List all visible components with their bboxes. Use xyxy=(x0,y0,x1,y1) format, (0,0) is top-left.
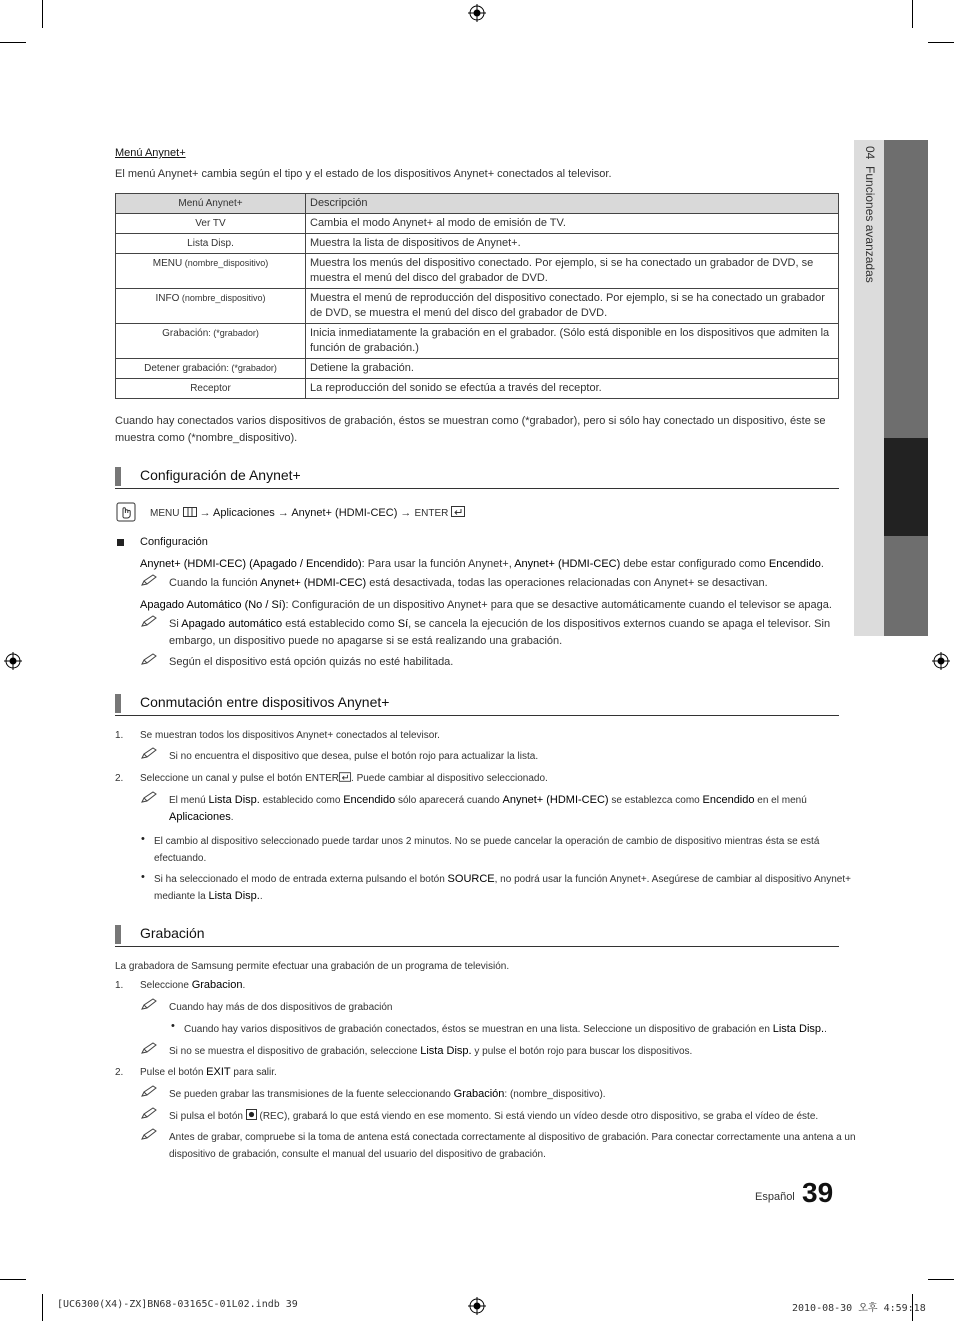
recording-note: Cuando hay más de dos dispositivos de grabación xyxy=(169,1002,393,1013)
registration-mark-icon xyxy=(932,652,950,670)
crop-mark xyxy=(42,0,43,28)
anynet-menu-table xyxy=(115,193,839,399)
menu-item: Grabación xyxy=(162,328,209,339)
menu-anynet-intro: El menú Anynet+ cambia según el tipo y el estado de los dispositivos Anynet+ conectados al televisor. xyxy=(115,168,612,180)
switching-bullet1: El cambio al dispositivo seleccionado puede tardar unos 2 minutos. No se puede cancelar la operación de cambio de dispositivo mientras ésta se está xyxy=(154,836,820,847)
step-number: 2. xyxy=(115,773,124,784)
table-header-description: Descripción xyxy=(306,194,839,214)
switching-step2-note-line2: Aplicaciones. xyxy=(169,811,234,823)
note-pencil-icon xyxy=(141,615,157,627)
config-bullet-title: Configuración xyxy=(140,536,208,548)
page-language: Español xyxy=(755,1191,795,1203)
table-header-row xyxy=(116,194,839,214)
menu-path-anynet: Anynet+ (HDMI-CEC) xyxy=(291,507,398,519)
recording-note-line2: dispositivo de grabación, consulte el manual del usuario del dispositivo de grabación. xyxy=(169,1149,546,1160)
crop-mark xyxy=(42,1294,43,1321)
menu-description: Cambia el modo Anynet+ al modo de emisión de TV. xyxy=(306,214,839,234)
step-number: 1. xyxy=(115,730,124,741)
menu-item: MENU xyxy=(152,258,183,269)
config-note: Cuando la función Anynet+ (HDMI-CEC) está desactivada, todas las operaciones relacionadas con Anynet+ se desactivan. xyxy=(169,577,768,589)
recording-intro: La grabadora de Samsung permite efectuar una grabación de un programa de televisión. xyxy=(115,961,510,972)
step-number: 2. xyxy=(115,1067,124,1078)
menu-item-extra: (nombre_dispositivo) xyxy=(182,258,269,268)
menu-description: Muestra la lista de dispositivos de Anynet+. xyxy=(306,234,839,254)
enter-icon xyxy=(339,772,351,782)
menu-description: La reproducción del sonido se efectúa a través del receptor. xyxy=(306,379,839,399)
table-row xyxy=(116,324,839,359)
menu-item-extra: (nombre_dispositivo) xyxy=(179,293,266,303)
menu-path-menu: MENU xyxy=(150,508,180,519)
side-tab-strip xyxy=(884,140,928,636)
switching-bullet2: Si ha seleccionado el modo de entrada externa pulsando el botón SOURCE, no podrá usar la función Anynet+. Asegúrese de cambiar al dispositivo Anynet+ xyxy=(154,873,851,885)
note-pencil-icon xyxy=(141,574,157,586)
switching-step1: Se muestran todos los dispositivos Anynet+ conectados al televisor. xyxy=(140,730,440,741)
table-header-menu: Menú Anynet+ xyxy=(116,194,306,214)
note-pencil-icon xyxy=(141,1128,157,1140)
section-title: Funciones avanzadas xyxy=(863,166,877,283)
table-row xyxy=(116,379,839,399)
note-pencil-icon xyxy=(141,747,157,759)
recording-note: Antes de grabar, compruebe si la toma de antena está conectada correctamente al dispositivo de grabación. Para conectar correctamente una antena a un xyxy=(169,1132,856,1143)
config-note: Según el dispositivo está opción quizás no esté habilitada. xyxy=(169,656,454,668)
rec-button-icon xyxy=(246,1109,257,1120)
menu-item: Detener grabación xyxy=(144,363,227,374)
step-number: 1. xyxy=(115,980,124,991)
crop-mark xyxy=(928,42,954,43)
registration-mark-icon xyxy=(468,4,486,22)
section-number: 04 xyxy=(863,146,877,160)
menu-item: Receptor xyxy=(190,383,231,394)
menu-icon xyxy=(183,507,197,517)
config-note-line2: embargo, un dispositivo puede no apagarse si se está realizando una grabación. xyxy=(169,635,563,647)
switching-bullet1-line2: efectuando. xyxy=(154,853,207,864)
footer-file: [UC6300(X4)-ZX]BN68-03165C-01L02.indb 39 xyxy=(57,1299,298,1310)
menu-description: Detiene la grabación. xyxy=(306,359,839,379)
note-pencil-icon xyxy=(141,791,157,803)
switching-step2-note: El menú Lista Disp. establecido como Encendido sólo aparecerá cuando Anynet+ (HDMI-CEC) se establezca como Encendido en el menú xyxy=(169,794,807,806)
menu-path-apps: Aplicaciones xyxy=(213,507,275,519)
page-number: 39 xyxy=(802,1177,834,1208)
menu-path: MENU → Aplicaciones → Anynet+ (HDMI-CEC) → ENTER xyxy=(150,505,465,522)
crop-mark xyxy=(912,0,913,28)
heading-rule xyxy=(115,946,839,947)
anynet-setting: Anynet+ (HDMI-CEC) (Apagado / Encendido): Para usar la función Anynet+, Anynet+ (HDMI-CEC) debe estar configurado como Encendido. xyxy=(140,558,824,570)
switching-bullet2-line2: mediante la Lista Disp.. xyxy=(154,890,263,902)
registration-mark-icon xyxy=(4,652,22,670)
recording-step1: Seleccione Grabacion. xyxy=(140,979,246,991)
bullet-dot: • xyxy=(141,871,145,883)
menu-item: Ver TV xyxy=(195,218,226,229)
bullet-square xyxy=(117,539,124,546)
crop-mark xyxy=(0,42,26,43)
remote-hand-icon xyxy=(116,502,136,522)
table-row xyxy=(116,234,839,254)
recording-heading: Grabación xyxy=(140,925,205,941)
menu-item: Lista Disp. xyxy=(187,238,234,249)
side-tab-active-marker xyxy=(884,438,928,536)
section-tab-label xyxy=(863,146,877,283)
table-row xyxy=(116,289,839,324)
menu-anynet-after: Cuando hay conectados varios dispositivos de grabación, éstos se muestran como (*grabador), pero si sólo hay conectado un dispositivo, éste se muestra como (*nombre_dispositivo). xyxy=(115,415,826,444)
menu-item: INFO xyxy=(155,293,180,304)
recording-note: Si no se muestra el dispositivo de grabación, seleccione Lista Disp. y pulse el botón rojo para buscar los dispositivos. xyxy=(169,1045,693,1057)
note-pencil-icon xyxy=(141,1042,157,1054)
menu-item-extra: : (*grabador) xyxy=(226,363,277,373)
enter-icon xyxy=(451,506,465,517)
registration-mark-icon xyxy=(468,1297,486,1315)
heading-marker xyxy=(115,925,121,944)
recording-subbullet: Cuando hay varios dispositivos de grabación conectados, éstos se muestran en una lista. Seleccione un dispositivo de grabación en Lista Disp.. xyxy=(184,1023,827,1035)
menu-path-enter: ENTER xyxy=(414,508,449,519)
note-pencil-icon xyxy=(141,998,157,1010)
heading-rule xyxy=(115,488,839,489)
note-pencil-icon xyxy=(141,1085,157,1097)
auto-off-setting: Apagado Automático (No / Sí): Configuración de un dispositivo Anynet+ para que se desactive automáticamente cuando el televisor se apaga. xyxy=(140,599,832,611)
config-note: Si Apagado automático está establecido como Sí, se cancela la ejecución de los dispositivos externos cuando se apaga el televisor. Sin xyxy=(169,618,831,630)
heading-marker xyxy=(115,694,121,713)
crop-mark xyxy=(0,1279,26,1280)
note-pencil-icon xyxy=(141,653,157,665)
switching-step2: Seleccione un canal y pulse el botón ENTER . Puede cambiar al dispositivo seleccionado. xyxy=(140,773,548,784)
switching-step1-note: Si no encuentra el dispositivo que desea, pulse el botón rojo para actualizar la lista. xyxy=(169,751,539,762)
note-pencil-icon xyxy=(141,1107,157,1119)
crop-mark xyxy=(928,1279,954,1280)
footer-timestamp: 2010-08-30 오후 4:59:18 xyxy=(792,1303,926,1314)
bullet-dot: • xyxy=(171,1020,175,1032)
recording-note: Se pueden grabar las transmisiones de la fuente seleccionando Grabación: (nombre_dispositivo). xyxy=(169,1088,606,1100)
menu-description: Muestra el menú de reproducción del dispositivo conectado. Por ejemplo, si se ha conectado un grabador de DVD, se muestra el menú del disco del grabador de DVD. xyxy=(306,289,839,324)
table-row xyxy=(116,254,839,289)
recording-note: Si pulsa el botón (REC), grabará lo que está viendo en ese momento. Si está viendo un vídeo desde otro dispositivo, se graba el vídeo de éste. xyxy=(169,1111,819,1122)
recording-step2: Pulse el botón EXIT para salir. xyxy=(140,1066,277,1078)
table-row xyxy=(116,359,839,379)
menu-description: Inicia inmediatamente la grabación en el grabador. (Sólo está disponible en los dispositivos que admiten la función de grabación.) xyxy=(306,324,839,359)
menu-item-extra: : (*grabador) xyxy=(208,328,259,338)
menu-anynet-title: Menú Anynet+ xyxy=(115,147,186,159)
heading-marker xyxy=(115,467,121,486)
table-row xyxy=(116,214,839,234)
config-heading: Configuración de Anynet+ xyxy=(140,467,301,483)
switching-heading: Conmutación entre dispositivos Anynet+ xyxy=(140,694,390,710)
menu-description: Muestra los menús del dispositivo conectado. Por ejemplo, si se ha conectado un grabador de DVD, se muestra el menú del disco del grabador de DVD. xyxy=(306,254,839,289)
heading-rule xyxy=(115,715,839,716)
bullet-dot: • xyxy=(141,833,145,845)
